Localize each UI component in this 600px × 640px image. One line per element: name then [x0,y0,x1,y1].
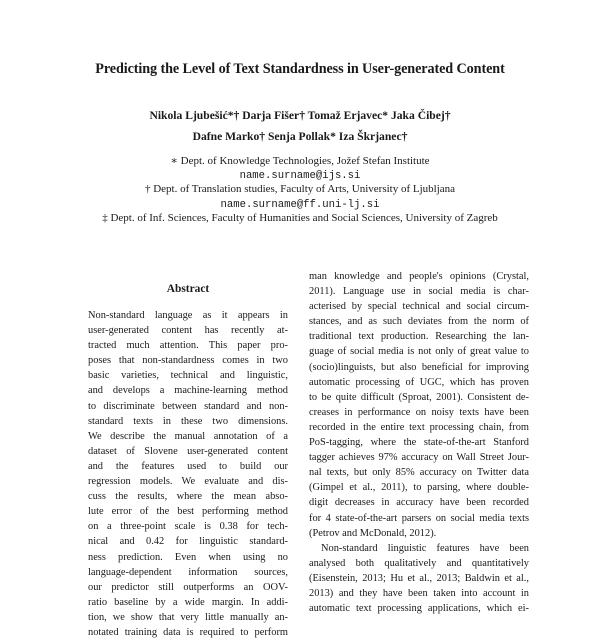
text-line: guage of social media is not only of great value to [309,346,529,358]
text-line: analysed both qualitatively and quantitatively [309,557,529,569]
text-line: our predictor still outperforms an OOV- [88,581,288,593]
abstract-body [88,308,288,640]
text-line: Non-standard linguistic features have been [321,542,529,554]
text-line: poses that non-standardness comes in two [88,355,288,367]
text-line: traditional text production. Researching the lan- [309,331,529,343]
text-line: PoS-tagging, where the state-of-the-art Stanford [309,437,529,449]
text-line: to be quite difficult (Sproat, 2001). Consistent de- [309,391,529,403]
text-line: (Eisenstein, 2013; Hu et al., 2013; Baldwin et al., [309,572,529,584]
authors-line-1: Nikola Ljubešić*† Darja Fišer† Tomaž Erjavec* Jaka Čibej† [149,109,451,122]
text-line: on a three-point scale is 0.38 for tech- [88,521,288,533]
text-line: 2011). Language use in social media is char- [309,286,529,298]
text-line: and the features used to build our [88,460,288,472]
text-line: (Gimpel et al., 2011), to parsing, where double- [309,482,529,494]
text-line: tion, we show that very little manually an- [88,611,288,623]
text-line: 2013) and they have been taken into account in [309,587,529,599]
abstract-heading: Abstract [166,283,210,295]
text-line: cuss the results, where the mean abso- [88,491,288,503]
text-line: for 4 state-of-the-art parsers on social media texts [309,512,529,524]
text-line: Non-standard language as it appears in [88,310,288,321]
text-line: automatic text processing applications, which ei- [309,603,529,615]
text-line: (Petrov and McDonald, 2012). [309,527,437,539]
text-line: standard texts in these two dimensions. [88,415,288,427]
text-line: We describe the manual annotation of a [88,430,288,442]
text-line: lute error of the best performing method [88,506,288,518]
text-line: and develops a machine-learning method [88,385,288,397]
text-line: stances, and as such deviates from the norm of [309,316,529,328]
affiliation-jsi: ∗ Dept. of Knowledge Technologies, Jožef Stefan Institute [170,155,430,167]
text-line: creases in performance on noisy texts have been [309,406,529,418]
text-line: man knowledge and people's opinions (Crystal, [309,271,529,282]
email-jsi: name.surname@ijs.si [239,170,361,182]
affiliation-zagreb: ‡ Dept. of Inf. Sciences, Faculty of Humanities and Social Sciences, University of Zagreb [102,212,498,224]
text-line: recorded in the entire text processing chain, from [309,421,529,433]
paper-title: Predicting the Level of Text Standardness in User-generated Content [95,61,505,77]
text-line: notated training data is required to perform [88,626,288,638]
introduction-body [309,269,529,616]
text-line: tagger achieves 97% accuracy on Wall Street Jour- [309,452,529,464]
text-line: basic varieties, technical and linguistic, [88,370,288,382]
text-line: digit decreases in accuracy have been recorded [309,497,529,509]
text-line: regression models. We evaluate and dis- [88,476,288,488]
authors-line-2: Dafne Marko† Senja Pollak* Iza Škrjanec† [192,130,408,143]
text-line: user-generated content has recently at- [88,325,288,337]
text-line: (socio)linguists, but also beneficial for improving [309,361,529,373]
text-line: nical and 0.42 for linguistic standard- [88,536,288,548]
text-line: tracted much attention. This paper pro- [88,340,288,352]
text-line: language-dependent information sources, [88,566,288,578]
text-line: to discriminate between standard and non- [88,400,288,412]
affiliation-ljubljana: † Dept. of Translation studies, Faculty of Arts, University of Ljubljana [144,183,456,195]
text-line: dataset of Slovene user-generated content [88,445,288,457]
text-line: ness prediction. Even when using no [88,551,288,563]
text-line: nal texts, but only 85% accuracy on Twitter data [309,467,529,479]
text-line: acterised by special technical and social circum- [309,301,529,313]
text-line: ratio baseline by a wide margin. In addi- [88,596,288,608]
text-line: automatic processing of UGC, which has proven [309,376,529,388]
email-ljubljana: name.surname@ff.uni-lj.si [220,199,380,211]
